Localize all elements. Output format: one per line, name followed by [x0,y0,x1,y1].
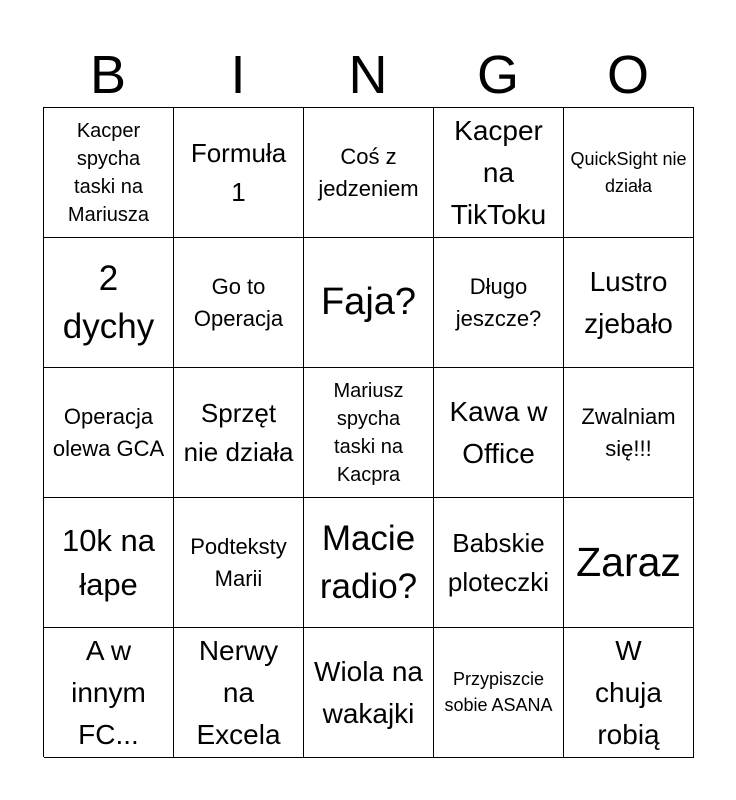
bingo-cell[interactable]: QuickSight nie działa [564,108,694,238]
bingo-cell[interactable]: Wiola na wakajki [304,628,434,758]
bingo-cell[interactable]: Sprzęt nie działa [174,368,304,498]
bingo-cell[interactable]: 2 dychy [44,238,174,368]
bingo-cell[interactable]: Kacper spycha taski na Mariusza [44,108,174,238]
bingo-cell[interactable]: Faja? [304,238,434,368]
bingo-cell[interactable]: Zwalniam się!!! [564,368,694,498]
header-letter-i: I [230,45,246,105]
bingo-cell[interactable]: Babskie ploteczki [434,498,564,628]
bingo-cell[interactable]: Przypiszcie sobie ASANA [434,628,564,758]
bingo-cell[interactable]: 10k na łape [44,498,174,628]
bingo-cell[interactable]: Podteksty Marii [174,498,304,628]
bingo-cell[interactable]: Go to Operacja [174,238,304,368]
bingo-cell[interactable]: Mariusz spycha taski na Kacpra [304,368,434,498]
header-letter-n: N [348,45,388,105]
bingo-cell[interactable]: W chuja robią [564,628,694,758]
bingo-cell[interactable]: Kacper na TikToku [434,108,564,238]
bingo-cell[interactable]: Formuła 1 [174,108,304,238]
bingo-board [43,107,694,757]
bingo-cell[interactable]: Coś z jedzeniem [304,108,434,238]
header-letter-b: B [89,45,127,105]
bingo-cell[interactable]: Zaraz [564,498,694,628]
header-letter-o: O [606,45,649,105]
bingo-header [43,44,693,106]
bingo-cell[interactable]: Macie radio? [304,498,434,628]
bingo-cell[interactable]: Operacja olewa GCA [44,368,174,498]
bingo-cell[interactable]: Kawa w Office [434,368,564,498]
header-letter-g: G [476,45,519,105]
bingo-cell[interactable]: Nerwy na Excela [174,628,304,758]
bingo-cell[interactable]: Lustro zjebało [564,238,694,368]
bingo-cell[interactable]: A w innym FC... [44,628,174,758]
bingo-cell[interactable]: Długo jeszcze? [434,238,564,368]
